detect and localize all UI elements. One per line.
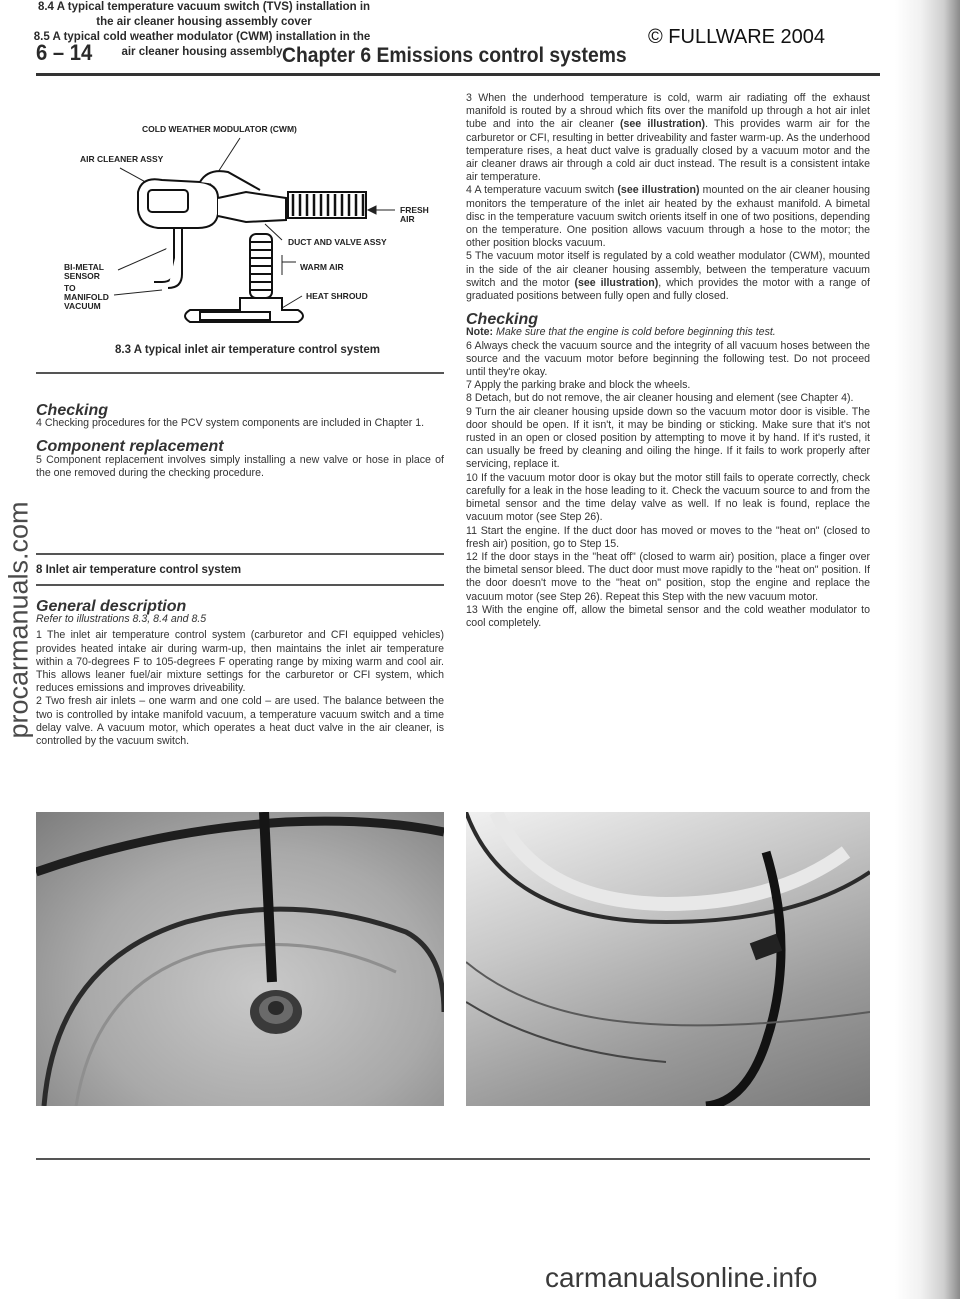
diagram-label-warm-air: WARM AIR: [300, 262, 344, 272]
step-4-left: 4 Checking procedures for the PCV system components are included in Chapter 1.: [36, 417, 425, 430]
step-4-text-a: 4 A temperature vacuum switch: [466, 184, 618, 197]
diagram-label-bimetal: BI-METAL: [64, 262, 104, 272]
page-edge-shadow: [895, 0, 960, 1299]
step-4-ref: (see illustration): [617, 184, 700, 197]
side-watermark-text: procarmanuals.com: [3, 501, 34, 739]
note-label: Note:: [466, 326, 494, 339]
step-4: [466, 184, 870, 250]
left-divider-1: [36, 372, 444, 374]
bottom-rule: [36, 1158, 870, 1160]
step-5-text-c: , which provides the motor with a range of graduated positions between fully open and fully closed.: [466, 276, 870, 303]
diagram-label-fresh: FRESH: [400, 205, 429, 215]
chapter-title: Chapter 6 Emissions control systems: [282, 44, 627, 67]
right-column: [466, 92, 870, 630]
figure-8-5-caption-line-1: 8.5 A typical cold weather modulator (CWM) installation in the: [33, 31, 371, 43]
diagram-label-manifold: MANIFOLD: [64, 292, 109, 302]
left-column: [36, 404, 444, 480]
checking-heading-left: Checking: [36, 402, 109, 419]
section-title: 8 Inlet air temperature control system: [36, 564, 242, 576]
step-8: 8 Detach, but do not remove, the air cleaner housing and element (see Chapter 4).: [466, 392, 854, 405]
diagram-label-vacuum: VACUUM: [64, 301, 101, 311]
figure-8-4-caption-line-2: the air cleaner housing assembly cover: [96, 16, 312, 28]
diagram-title: COLD WEATHER MODULATOR (CWM): [142, 124, 297, 134]
step-9: 9 Turn the air cleaner housing upside down so the vacuum motor door is visible. The door should be open. If it isn't, it may be binding or sticking. Make sure that it's not rusted in an open or closed position by attempting to move it by hand. If it's rusted, it can usually be freed by cleaning and oiling the hinge. If it fails to work properly after servicing, replace it.: [466, 405, 870, 471]
step-3-text-c: . This provides warm air for the carburetor or CFI, resulting in better driveability and faster warm-up. As the underhood temperature rises, a heat duct valve is gradually closed by a vacuum motor and the air cleaner draws air through a cold air duct instead. The result is a consistent intake air temperature.: [466, 118, 870, 184]
photo-tvs-drawing: [36, 812, 444, 1106]
step-6: 6 Always check the vacuum source and the integrity of all vacuum hoses between the source and the vacuum motor before beginning the following test. Do not proceed until they're okay.: [466, 339, 870, 379]
note: [466, 326, 870, 339]
step-7: 7 Apply the parking brake and block the wheels.: [466, 379, 691, 392]
photo-cwm-installation: [466, 812, 870, 1106]
header-rule: [36, 73, 880, 76]
photo-tvs-installation: [36, 812, 444, 1106]
step-3: [466, 92, 870, 184]
diagram-label-heat-shroud: HEAT SHROUD: [306, 291, 368, 301]
step-5-ref: (see illustration): [574, 276, 659, 289]
diagram-label-air-cleaner: AIR CLEANER ASSY: [80, 154, 164, 164]
step-5-text-a: 5 The vacuum motor itself is regulated by a cold weather modulator (CWM), mounted in the side of the air cleaner housing assembly, between the temperature vacuum switch and the motor: [466, 250, 870, 289]
step-11: 11 Start the engine. If the duct door has moved or moves to the "heat on" (closed to fresh air) position, go to Step 15.: [466, 524, 870, 550]
step-1: 1 The inlet air temperature control system (carburetor and CFI equipped vehicles) provides heated intake air during warm-up, then maintains the inlet air temperature within a 70-degrees F to 105-degrees F operating range by mixing warm and cool air. This allows leaner fuel/air mixture settings for the carburetor or CFI system, which reduces emissions and improves driveability.: [36, 629, 444, 695]
step-10: 10 If the vacuum motor door is okay but the motor still fails to operate correctly, check carefully for a leak in the hose leading to it. Check the vacuum source to and from the bimetal sensor and the time delay valve as well. If no leak is found, replace the vacuum motor (see Step 26).: [466, 471, 870, 524]
step-12: 12 If the door stays in the "heat off" (closed to warm air) position, place a finger over the bimetal sensor bleed. The duct door must move rapidly to the "heat on" position. If the door doesn't move to the "heat on" position, stop the engine and replace the vacuum motor (see Step 26). Repeat this Step with the new vacuum motor.: [466, 550, 870, 603]
page-number: 6 – 14: [36, 40, 93, 65]
figure-8-4-caption-line-1: 8.4 A typical temperature vacuum switch (TVS) installation in: [37, 1, 371, 13]
step-2: 2 Two fresh air inlets – one warm and one cold – are used. The balance between the two is controlled by intake manifold vacuum, a temperature vacuum switch and a time delay valve. A vacuum motor, which operates a heat duct valve in the air cleaner, is controlled by the vacuum switch.: [36, 695, 444, 748]
general-heading: General description: [36, 598, 187, 615]
left-divider-2: [36, 553, 444, 555]
step-5-left: 5 Component replacement involves simply installing a new valve or hose in place of the one removed during the checking procedure.: [36, 453, 444, 479]
step-4-text-c: mounted on the air cleaner housing monitors the temperature of the inlet air heated by the exhaust manifold. A bimetal disc in the temperature vacuum switch orients itself in one of two positions, depending on the temperature. One position allows vacuum through a hose to the motor; the other position blocks vacuum.: [466, 184, 871, 250]
bottom-watermark: carmanualsonline.info: [545, 1262, 818, 1293]
note-text: Make sure that the engine is cold before beginning this test.: [493, 326, 776, 339]
figure-8-5-caption-line-2: air cleaner housing assembly: [121, 46, 283, 58]
diagram-label-to: TO: [64, 283, 76, 293]
side-watermark: [2, 430, 36, 810]
diagram-label-sensor: SENSOR: [64, 271, 100, 281]
copyright-notice: © FULLWARE 2004: [648, 26, 826, 48]
photo-cwm-drawing: [466, 812, 870, 1106]
refer-text: Refer to illustrations 8.3, 8.4 and 8.5: [36, 613, 207, 626]
step-3-text-a: 3 When the underhood temperature is cold, warm air radiating off the exhaust manifold is routed by a shroud which fits over the manifold up through a hot air inlet tube and into the air cleaner: [466, 92, 870, 131]
figure-8-4-caption: [0, 0, 408, 30]
left-divider-3: [36, 584, 444, 586]
diagram-label-duct: DUCT AND VALVE ASSY: [288, 237, 387, 247]
checking-heading-right: Checking: [466, 311, 539, 329]
diagram-label-air: AIR: [400, 214, 415, 224]
general-description: [36, 600, 444, 748]
step-3-ref: (see illustration): [619, 118, 706, 131]
component-heading: Component replacement: [36, 438, 224, 456]
inlet-air-diagram-drawing: [50, 110, 445, 340]
step-5: [466, 250, 870, 303]
step-13: 13 With the engine off, allow the bimetal sensor and the cold weather modulator to cool completely.: [466, 603, 870, 629]
figure-8-3-caption: 8.3 A typical inlet air temperature control system: [114, 344, 381, 356]
inlet-air-diagram: [50, 110, 445, 365]
